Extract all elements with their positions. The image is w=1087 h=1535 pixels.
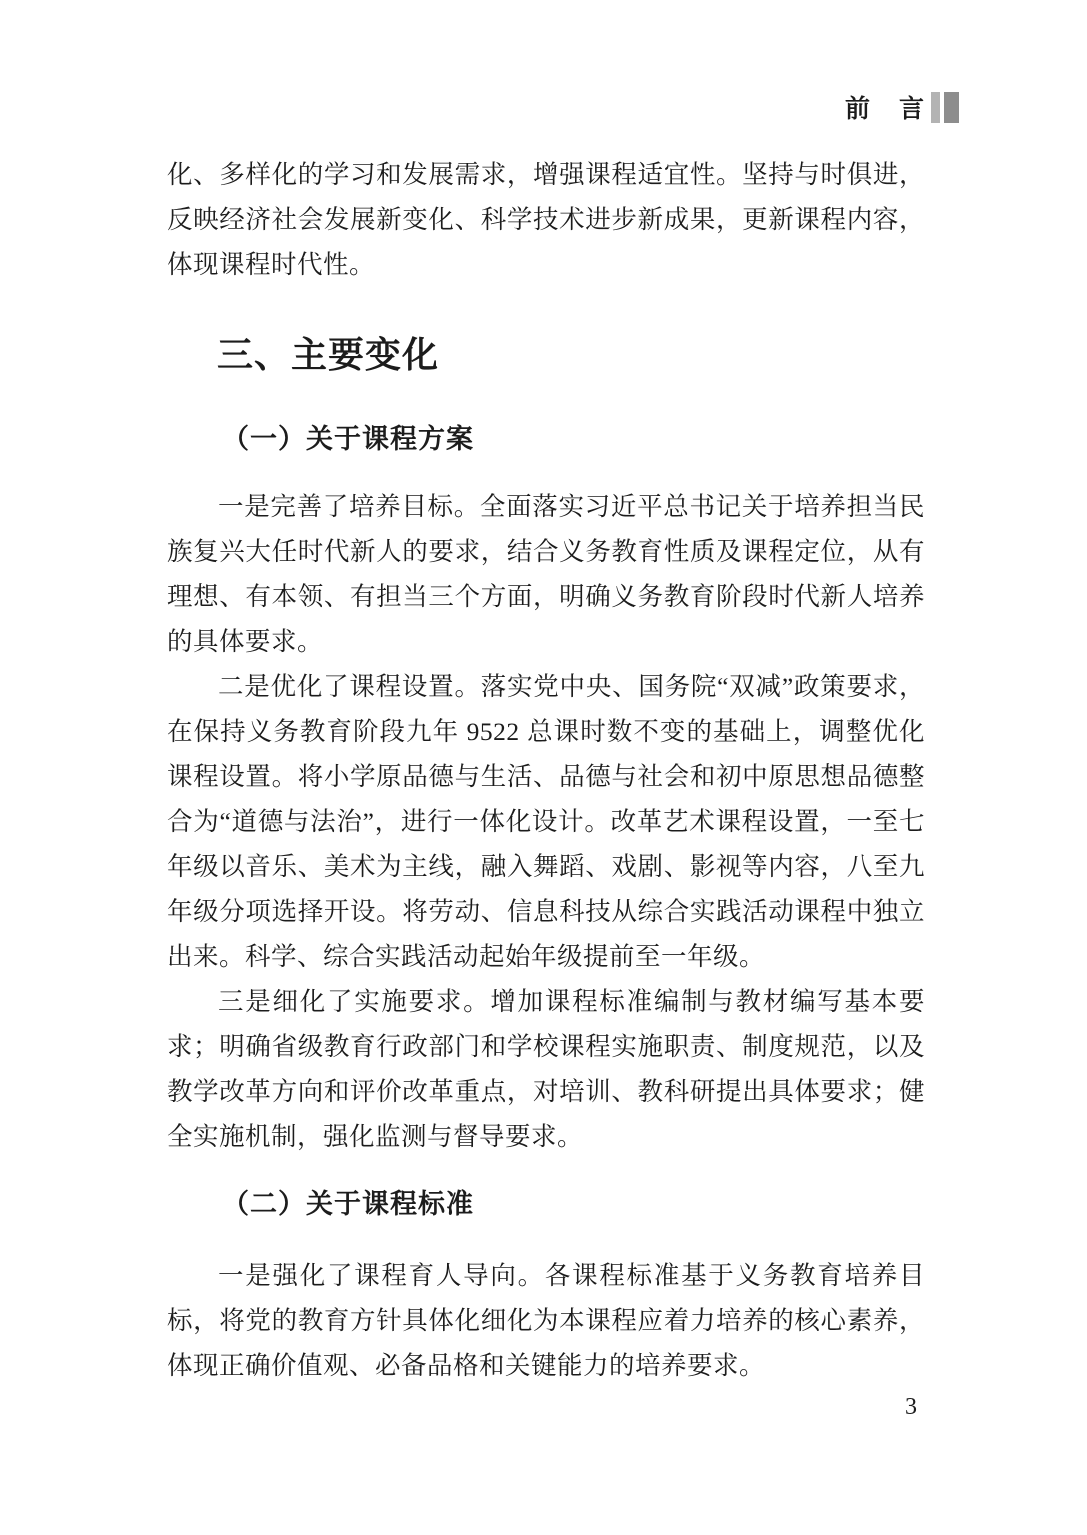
header-decoration-bars bbox=[931, 92, 959, 123]
paragraph-training-goals: 一是完善了培养目标。全面落实习近平总书记关于培养担当民族复兴大任时代新人的要求，结合义务教育性质及课程定位，从有理想、有本领、有担当三个方面，明确义务教育阶段时代新人培养的具体要求。 bbox=[167, 492, 925, 656]
page-number: 3 bbox=[905, 1394, 917, 1420]
sub-heading-curriculum-standards: （二）关于课程标准 bbox=[222, 1189, 474, 1219]
paragraph-implementation-requirements: 三是细化了实施要求。增加课程标准编制与教材编写基本要求；明确省级教育行政部门和学校课程实施职责、制度规范，以及教学改革方向和评价改革重点，对培训、教科研提出具体要求；健全实施机制，强化监测与督导要求。 bbox=[167, 987, 925, 1151]
paragraph-course-setup: 二是优化了课程设置。落实党中央、国务院“双减”政策要求，在保持义务教育阶段九年 9522 总课时数不变的基础上，调整优化课程设置。将小学原品德与生活、品德与社会和初中原思想品德整合为“道德与法治”，进行一体化设计。改革艺术课程设置，一至七年级以音乐、美术为主线，融入舞蹈、戏剧、影视等内容，八至九年级分项选择开设。将劳动、信息科技从综合实践活动课程中独立出来。科学、综合实践活动起始年级提前至一年级。 bbox=[167, 672, 925, 971]
header-bar-light-icon bbox=[931, 92, 940, 123]
running-header-title: 前 言 bbox=[844, 96, 926, 123]
page-body bbox=[167, 0, 925, 1388]
paragraph-education-orientation: 一是强化了课程育人导向。各课程标准基于义务教育培养目标，将党的教育方针具体化细化为本课程应着力培养的核心素养，体现正确价值观、必备品格和关键能力的培养要求。 bbox=[167, 1261, 925, 1380]
sub-heading-curriculum-plan: （一）关于课程方案 bbox=[222, 424, 474, 454]
intro-paragraph: 化、多样化的学习和发展需求，增强课程适宜性。坚持与时俱进，反映经济社会发展新变化、科学技术进步新成果，更新课程内容，体现课程时代性。 bbox=[167, 160, 925, 279]
section-heading-main-changes: 三、主要变化 bbox=[217, 335, 440, 375]
header-bar-dark-icon bbox=[944, 92, 959, 123]
